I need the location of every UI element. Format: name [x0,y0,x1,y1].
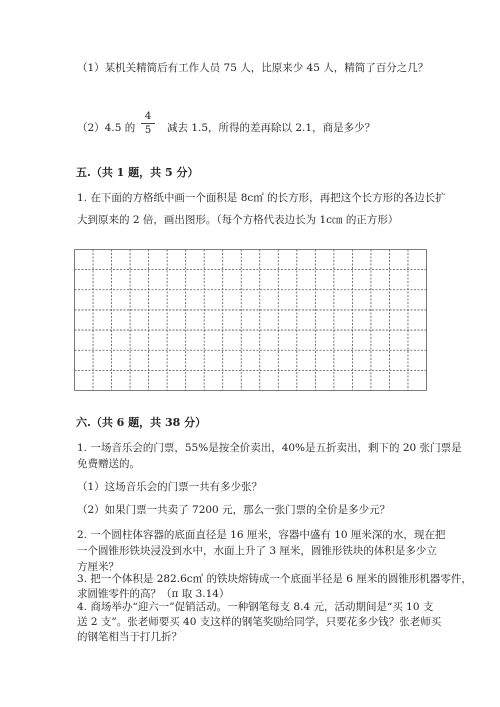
section-6-problem-4-line-2: 送 2 支”。张老师要买 40 支这样的钢笔奖励给同学，只要花多少钱？张老师买 [77,616,442,628]
problem-1-text: （1）某机关精简后有工作人员 75 人，比原来少 45 人，精简了百分之几？ [77,62,429,74]
grid-paper [74,249,427,391]
problem-2-text-before: （2）4.5 的 [77,122,136,134]
section-6-problem-1-line-1: 1. 一场音乐会的门票，55%是按全价卖出，40%是五折卖出，剩下的 20 张门票是 [77,442,462,454]
section-6-problem-4-line-1: 4. 商场举办“迎六一”促销活动。一种钢笔每支 8.4 元，活动期间是“买 10 支 [77,601,434,613]
section-6-problem-1-question-2: （2）如果门票一共卖了 7200 元，那么一张门票的全价是多少元？ [77,504,391,516]
section-6-problem-2-line-2: 一个圆锥形铁块浸没到水中，水面上升了 3 厘米，圆锥形铁块的体积是多少立 [77,545,437,557]
section-6-heading: 六.（共 6 题，共 38 分） [76,416,207,429]
section-6-problem-1-line-2: 免费赠送的。 [77,458,140,470]
problem-2-text-after: 减去 1.5，所得的差再除以 2.1，商是多少？ [167,122,376,134]
section-6-problem-3-line-1: 3. 把一个体积是 282.6c㎥ 的铁块熔铸成一个底面半径是 6 厘米的圆锥形机器零件， [77,573,472,585]
section-6-problem-2-line-3: 方厘米？ [77,561,119,573]
section-5-problem-line-2: 大到原来的 2 倍，画出图形。（每个方格代表边长为 1c㎝ 的正方形） [77,214,399,226]
fraction-four-fifths [141,111,155,136]
fraction-denominator: 5 [144,125,152,136]
section-6-problem-1-question-1: （1）这场音乐会的门票一共有多少张？ [77,481,263,493]
fraction-numerator: 4 [144,111,152,122]
section-6-problem-2-line-1: 2. 一个圆柱体容器的底面直径是 16 厘米，容器中盛有 10 厘米深的水，现在把 [77,529,446,541]
section-5-heading: 五.（共 1 题，共 5 分） [76,166,199,179]
section-5-problem-line-1: 1. 在下面的方格纸中画一个面积是 8c㎡ 的长方形，再把这个长方形的各边长扩 [77,192,446,204]
section-6-problem-4-line-3: 的钢笔相当于打几折？ [77,631,182,643]
section-6-problem-3-line-2: 求圆锥零件的高？（π 取 3.14） [77,588,230,600]
